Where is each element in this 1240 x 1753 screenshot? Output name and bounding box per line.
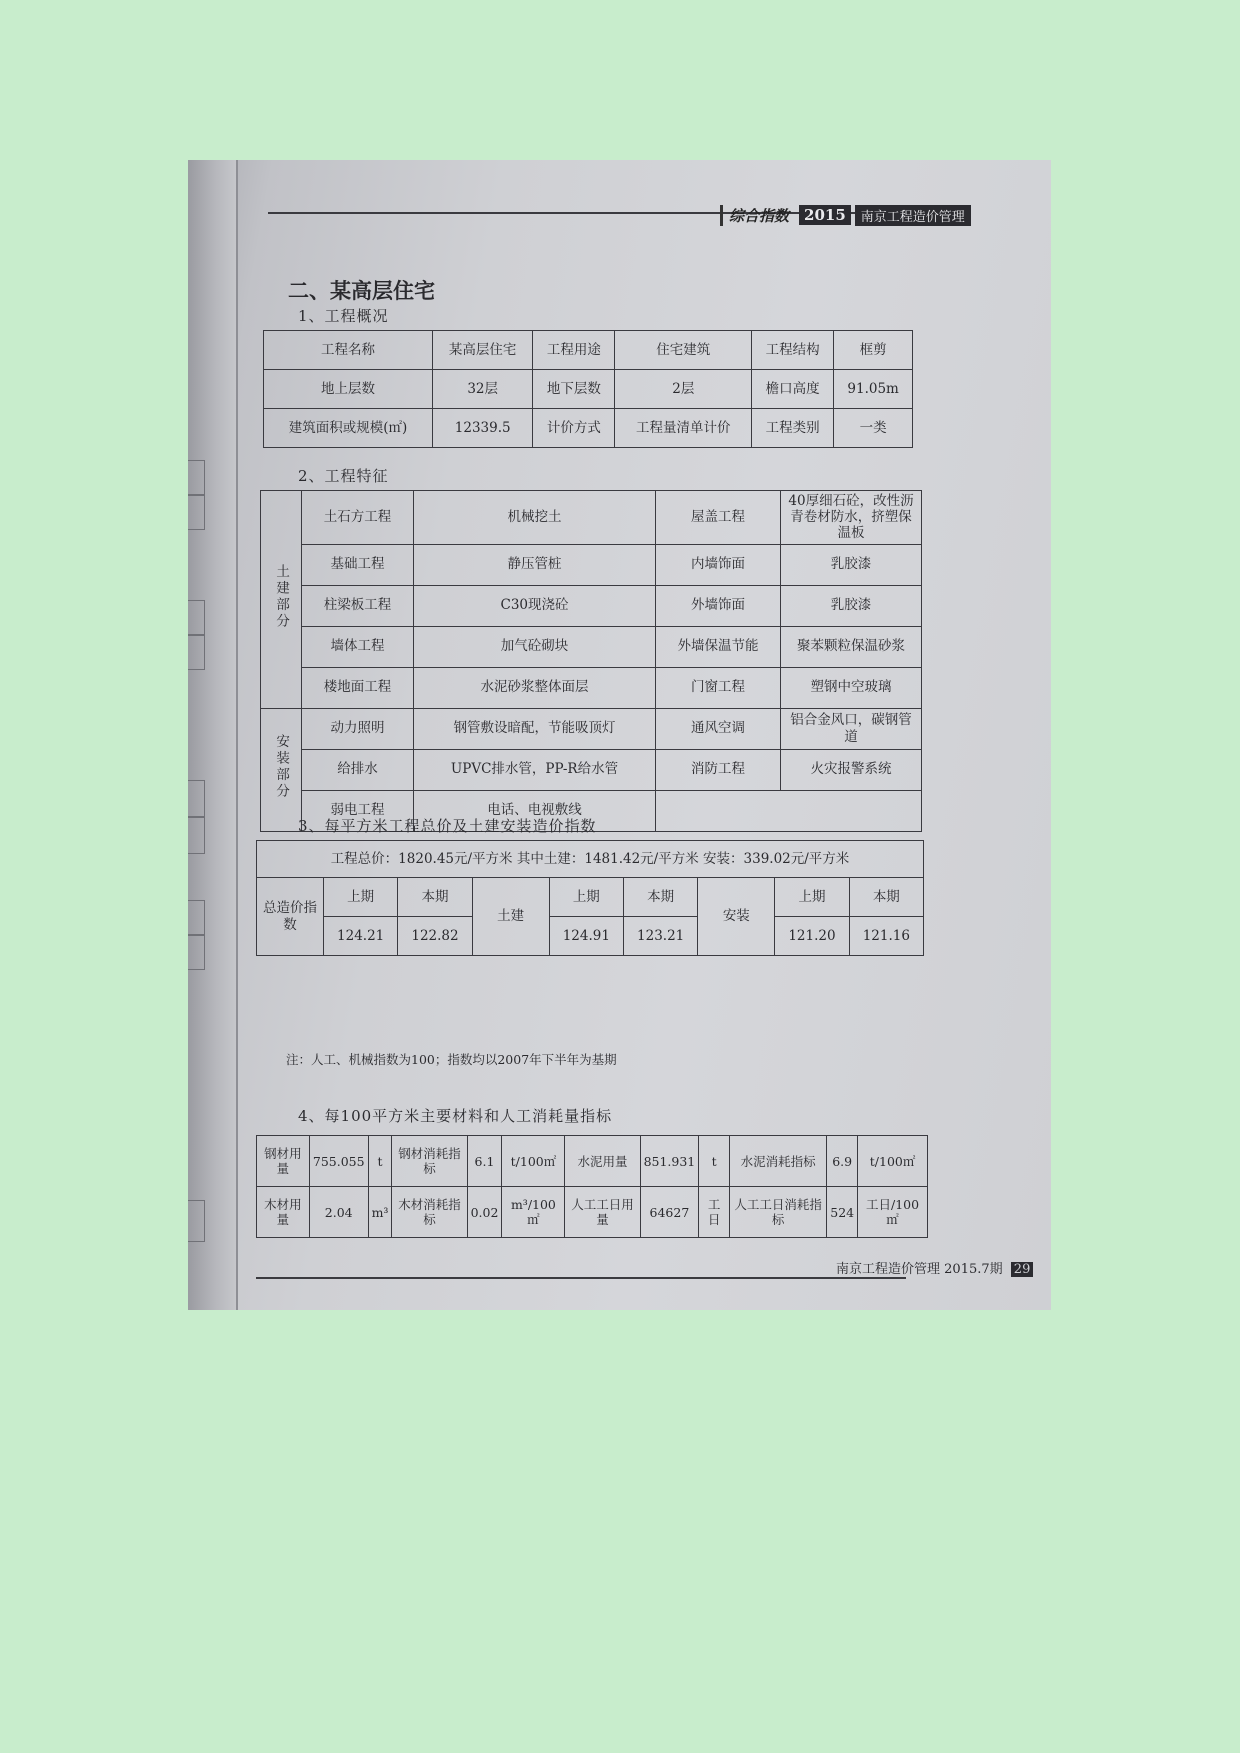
item-desc: 塑钢中空玻璃 [781,667,922,708]
metric-cell: 木材消耗指标 [392,1187,467,1238]
metric-cell: 水泥消耗指标 [729,1136,826,1187]
item-desc: 铝合金风口，碳钢管道 [781,708,922,749]
spine-cell [188,934,205,970]
metric-cell: t [699,1136,730,1187]
total-prev-value: 124.21 [324,917,398,956]
features-table [260,490,922,832]
metric-cell: 755.055 [309,1136,368,1187]
total-curr-label: 本期 [398,878,472,917]
field-value: 某高层住宅 [433,331,533,370]
metric-cell: 水泥用量 [565,1136,640,1187]
metric-cell: 钢材消耗指标 [392,1136,467,1187]
civil-prev-label: 上期 [549,878,623,917]
item-name: 弱电工程 [302,790,414,831]
metric-cell: m³/100㎡ [502,1187,565,1238]
spine-cell [188,600,205,636]
install-prev-value: 121.20 [775,917,849,956]
item-desc: 乳胶漆 [781,544,922,585]
metric-cell: 人工工日消耗指标 [729,1187,826,1238]
table-row [264,409,913,448]
item-desc: 机械挖土 [414,491,656,545]
item-name: 外墙饰面 [656,585,781,626]
table-row [257,1136,928,1187]
item-desc: 电话、电视敷线 [414,790,656,831]
table-row [264,370,913,409]
metric-cell: 工日/100㎡ [858,1187,928,1238]
metric-cell: 524 [827,1187,858,1238]
item-name: 土石方工程 [302,491,414,545]
item-desc: 钢管敷设暗配，节能吸顶灯 [414,708,656,749]
page-title: 二、某高层住宅 [288,278,435,303]
spine-cell [188,460,205,496]
metric-cell: 851.931 [640,1136,699,1187]
table-row [261,491,922,545]
metric-cell: 0.02 [467,1187,502,1238]
table-row [261,667,922,708]
metric-cell: m³ [368,1187,392,1238]
header-year: 2015 [799,205,851,225]
metric-cell: 木材用量 [257,1187,310,1238]
consumption-table [256,1135,928,1238]
item-desc: UPVC排水管，PP-R给水管 [414,749,656,790]
header-journal: 南京工程造价管理 [855,205,971,226]
field-label: 工程用途 [533,331,615,370]
item-name: 基础工程 [302,544,414,585]
group-cell [261,491,302,709]
footnote: 注：人工、机械指数为100；指数均以2007年下半年为基期 [286,1052,617,1067]
metric-cell: t/100㎡ [502,1136,565,1187]
install-prev-label: 上期 [775,878,849,917]
field-value: 32层 [433,370,533,409]
overview-table [263,330,913,448]
group-civil-label: 土建部分 [273,564,290,631]
item-desc: 火灾报警系统 [781,749,922,790]
item-desc: 加气砼砌块 [414,626,656,667]
footer-rule [256,1277,906,1279]
item-name: 内墙饰面 [656,544,781,585]
field-label: 工程名称 [264,331,433,370]
field-label: 工程类别 [752,409,834,448]
metric-cell: 6.1 [467,1136,502,1187]
table-row [261,749,922,790]
item-name: 墙体工程 [302,626,414,667]
section2-heading: 2、工程特征 [298,467,389,485]
item-desc: 聚苯颗粒保温砂浆 [781,626,922,667]
item-name: 屋盖工程 [656,491,781,545]
install-curr-value: 121.16 [849,917,923,956]
civil-prev-value: 124.91 [549,917,623,956]
header-tag: 综合指数 [720,205,795,226]
civil-curr-value: 123.21 [623,917,697,956]
field-value: 12339.5 [433,409,533,448]
field-value: 91.05m [834,370,913,409]
field-label: 地下层数 [533,370,615,409]
item-name: 消防工程 [656,749,781,790]
table-row [261,708,922,749]
spine-cell [188,494,205,530]
field-value: 2层 [615,370,752,409]
group-cell [261,708,302,831]
item-name: 外墙保温节能 [656,626,781,667]
spine-cell [188,780,205,818]
total-index-label: 总造价指数 [257,878,324,956]
civil-curr-label: 本期 [623,878,697,917]
field-label: 檐口高度 [752,370,834,409]
footer-journal: 南京工程造价管理 [836,1262,941,1277]
install-label: 安装 [698,878,775,956]
metric-cell: 6.9 [827,1136,858,1187]
section1-heading: 1、工程概况 [298,307,389,325]
metric-cell: t [368,1136,392,1187]
page-number: 29 [1011,1262,1034,1277]
field-label: 地上层数 [264,370,433,409]
table-row [264,331,913,370]
table-row [257,1187,928,1238]
civil-label: 土建 [472,878,549,956]
item-desc: 乳胶漆 [781,585,922,626]
spine-cell [188,634,205,670]
metric-cell: t/100㎡ [858,1136,928,1187]
item-desc: 水泥砂浆整体面层 [414,667,656,708]
metric-cell: 人工工日用量 [565,1187,640,1238]
price-summary: 工程总价：1820.45元/平方米 其中土建：1481.42元/平方米 安装：339.02元/平方米 [257,841,924,878]
item-desc: 静压管桩 [414,544,656,585]
table-row [261,544,922,585]
spine-cell [188,816,205,854]
table-row [261,626,922,667]
item-name: 动力照明 [302,708,414,749]
total-curr-value: 122.82 [398,917,472,956]
group-install-label: 安装部分 [273,734,290,801]
photo-page [188,160,1051,1310]
running-header [720,204,971,226]
field-label: 计价方式 [533,409,615,448]
field-label: 建筑面积或规模(㎡) [264,409,433,448]
spine-cell [188,900,205,936]
spine-cell [188,1200,205,1242]
metric-cell: 64627 [640,1187,699,1238]
field-label: 工程结构 [752,331,834,370]
empty-cell [656,790,922,831]
item-desc: C30现浇砼 [414,585,656,626]
item-name: 通风空调 [656,708,781,749]
item-desc: 40厚细石砼，改性沥青卷材防水，挤塑保温板 [781,491,922,545]
footer-issue: 2015.7期 [944,1262,1003,1277]
metric-cell: 2.04 [309,1187,368,1238]
field-value: 住宅建筑 [615,331,752,370]
total-prev-label: 上期 [324,878,398,917]
page-footer [836,1258,1033,1277]
field-value: 一类 [834,409,913,448]
field-value: 框剪 [834,331,913,370]
metric-cell: 工日 [699,1187,730,1238]
section4-heading: 4、每100平方米主要材料和人工消耗量指标 [298,1107,613,1125]
book-spine [188,160,238,1310]
item-name: 给排水 [302,749,414,790]
item-name: 柱梁板工程 [302,585,414,626]
install-curr-label: 本期 [849,878,923,917]
table-row [261,585,922,626]
field-value: 工程量清单计价 [615,409,752,448]
item-name: 楼地面工程 [302,667,414,708]
price-index-table [256,840,924,956]
metric-cell: 钢材用量 [257,1136,310,1187]
section3-heading: 3、每平方米工程总价及土建安装造价指数 [298,817,597,835]
item-name: 门窗工程 [656,667,781,708]
